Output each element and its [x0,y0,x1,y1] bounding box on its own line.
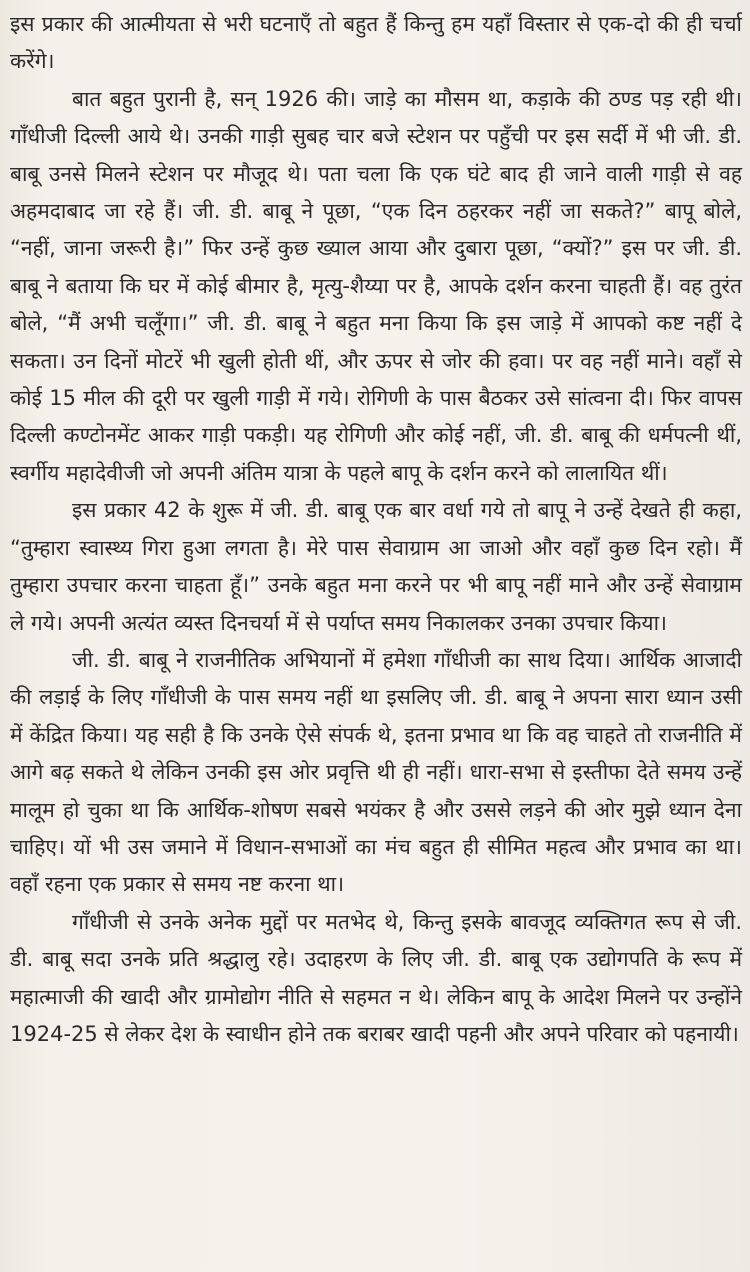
paragraph-2: बात बहुत पुरानी है, सन् 1926 की। जाड़े का मौसम था, कड़ाके की ठण्ड पड़ रही थी। गाँधीजी दिल्ली आये थे। उनकी गाड़ी सुबह चार बजे स्टेशन पर पहुँची पर इस सर्दी में भी जी. डी. बाबू उनसे मिलने स्टेशन पर मौजूद थे। पता चला कि एक घंटे बाद ही जाने वाली गाड़ी से वह अहमदाबाद जा रहे हैं। जी. डी. बाबू ने पूछा, “एक दिन ठहरकर नहीं जा सकते?” बापू बोले, “नहीं, जाना जरूरी है।” फिर उन्हें कुछ ख्याल आया और दुबारा पूछा, “क्यों?” इस पर जी. डी. बाबू ने बताया कि घर में कोई बीमार है, मृत्यु-शैय्या पर है, आपके दर्शन करना चाहती हैं। वह तुरंत बोले, “मैं अभी चलूँगा।” जी. डी. बाबू ने बहुत मना किया कि इस जाड़े में आपको कष्ट नहीं दे सकता। उन दिनों मोटरें भी खुली होती थीं, और ऊपर से जोर की हवा। पर वह नहीं माने। वहाँ से कोई 15 मील की दूरी पर खुली गाड़ी में गये। रोगिणी के पास बैठकर उसे सांत्वना दी। फिर वापस दिल्ली कण्टोनमेंट आकर गाड़ी पकड़ी। यह रोगिणी और कोई नहीं, जी. डी. बाबू की धर्मपत्नी थीं, स्वर्गीय महादेवीजी जो अपनी अंतिम यात्रा के पहले बापू के दर्शन करने को लालायित थीं। [10,86,742,485]
paragraph-3: इस प्रकार 42 के शुरू में जी. डी. बाबू एक बार वर्धा गये तो बापू ने उन्हें देखते ही कहा, “तुम्हारा स्वास्थ्य गिरा हुआ लगता है। मेरे पास सेवाग्राम आ जाओ और वहाँ कुछ दिन रहो। मैं तुम्हारा उपचार करना चाहता हूँ।” उनके बहुत मना करने पर भी बापू नहीं माने और उन्हें सेवाग्राम ले गये। अपनी अत्यंत व्यस्त दिनचर्या में से पर्याप्त समय निकालकर उनका उपचार किया। [10,498,742,635]
body-text [10,6,742,1053]
paragraph-5: गाँधीजी से उनके अनेक मुद्दों पर मतभेद थे, किन्तु इसके बावजूद व्यक्तिगत रूप से जी. डी. बाबू सदा उनके प्रति श्रद्धालु रहे। उदाहरण के लिए जी. डी. बाबू एक उद्योगपति के रूप में महात्माजी की खादी और ग्रामोद्योग नीति से सहमत न थे। लेकिन बापू के आदेश मिलने पर उन्होंने 1924-25 से लेकर देश के स्वाधीन होने तक बराबर खादी पहनी और अपने परिवार को पहनायी। [10,909,742,1046]
paragraph-1: इस प्रकार की आत्मीयता से भरी घटनाएँ तो बहुत हैं किन्तु हम यहाँ विस्तार से एक-दो की ही चर्चा करेंगे। [10,12,742,74]
paragraph-4: जी. डी. बाबू ने राजनीतिक अभियानों में हमेशा गाँधीजी का साथ दिया। आर्थिक आजादी की लड़ाई के लिए गाँधीजी के पास समय नहीं था इसलिए जी. डी. बाबू ने अपना सारा ध्यान उसी में केंद्रित किया। यह सही है कि उनके ऐसे संपर्क थे, इतना प्रभाव था कि वह चाहते तो राजनीति में आगे बढ़ सकते थे लेकिन उनकी इस ओर प्रवृत्ति थी ही नहीं। धारा-सभा से इस्तीफा देते समय उन्हें मालूम हो चुका था कि आर्थिक-शोषण सबसे भयंकर है और उससे लड़ने की ओर मुझे ध्यान देना चाहिए। यों भी उस जमाने में विधान-सभाओं का मंच बहुत ही सीमित महत्व और प्रभाव का था। वहाँ रहना एक प्रकार से समय नष्ट करना था। [10,647,742,897]
